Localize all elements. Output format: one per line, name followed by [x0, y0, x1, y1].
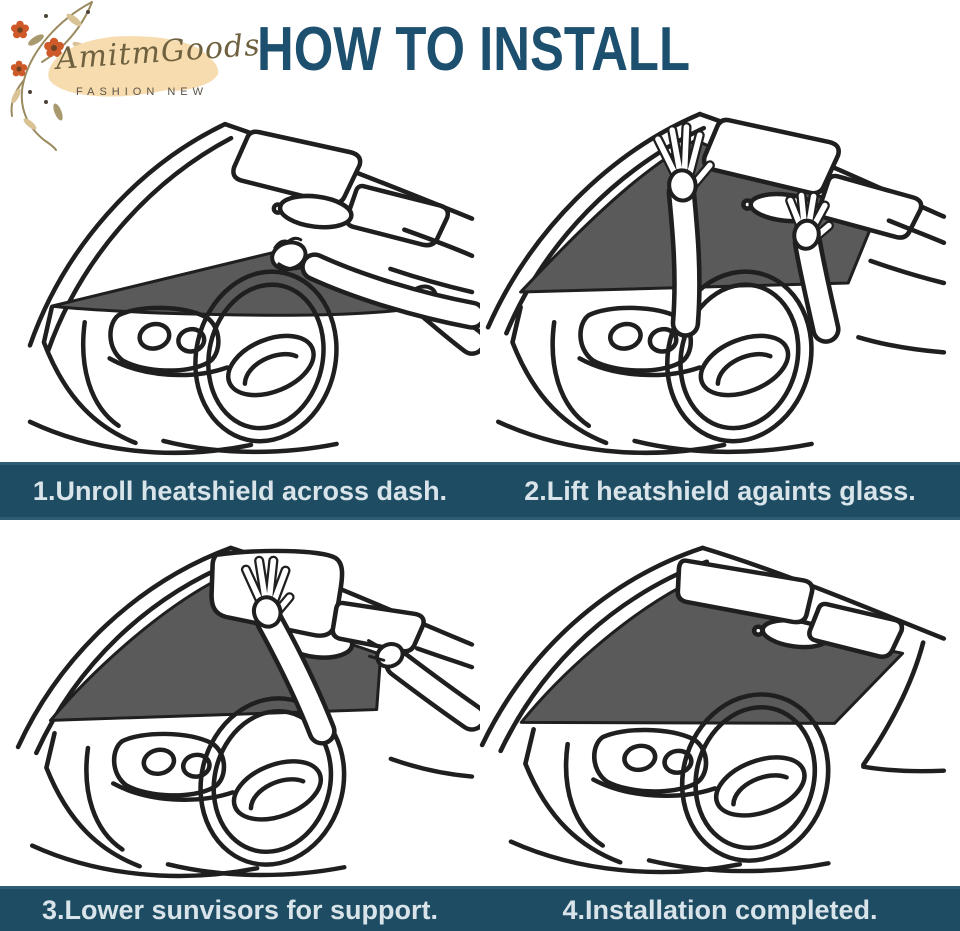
step-1-caption: 1.Unroll heatshield across dash. — [32, 475, 448, 506]
car-interior-drawing-step-4 — [478, 540, 952, 885]
brand-name: AmitmGoods — [54, 27, 262, 77]
car-interior-drawing-step-3 — [14, 540, 480, 885]
step-4-illustration — [478, 540, 952, 885]
car-interior-drawing-step-2 — [484, 108, 952, 460]
step-3-caption: 3.Lower sunvisors for support. — [41, 894, 439, 925]
step-3-illustration — [14, 540, 480, 885]
caption-bar-top — [0, 462, 960, 520]
ceiling-panels — [233, 132, 447, 245]
caption-bar-bottom — [0, 886, 960, 931]
step-4-caption: 4.Installation completed. — [562, 894, 878, 925]
page-title: HOW TO INSTALL — [257, 15, 691, 84]
car-interior-drawing-step-1 — [22, 108, 480, 460]
step-2-illustration — [484, 108, 952, 460]
brand-tagline: FASHION NEW — [76, 86, 209, 98]
step-2-caption: 2.Lift heatshield againts glass. — [524, 475, 916, 506]
step-1-illustration — [22, 108, 480, 460]
